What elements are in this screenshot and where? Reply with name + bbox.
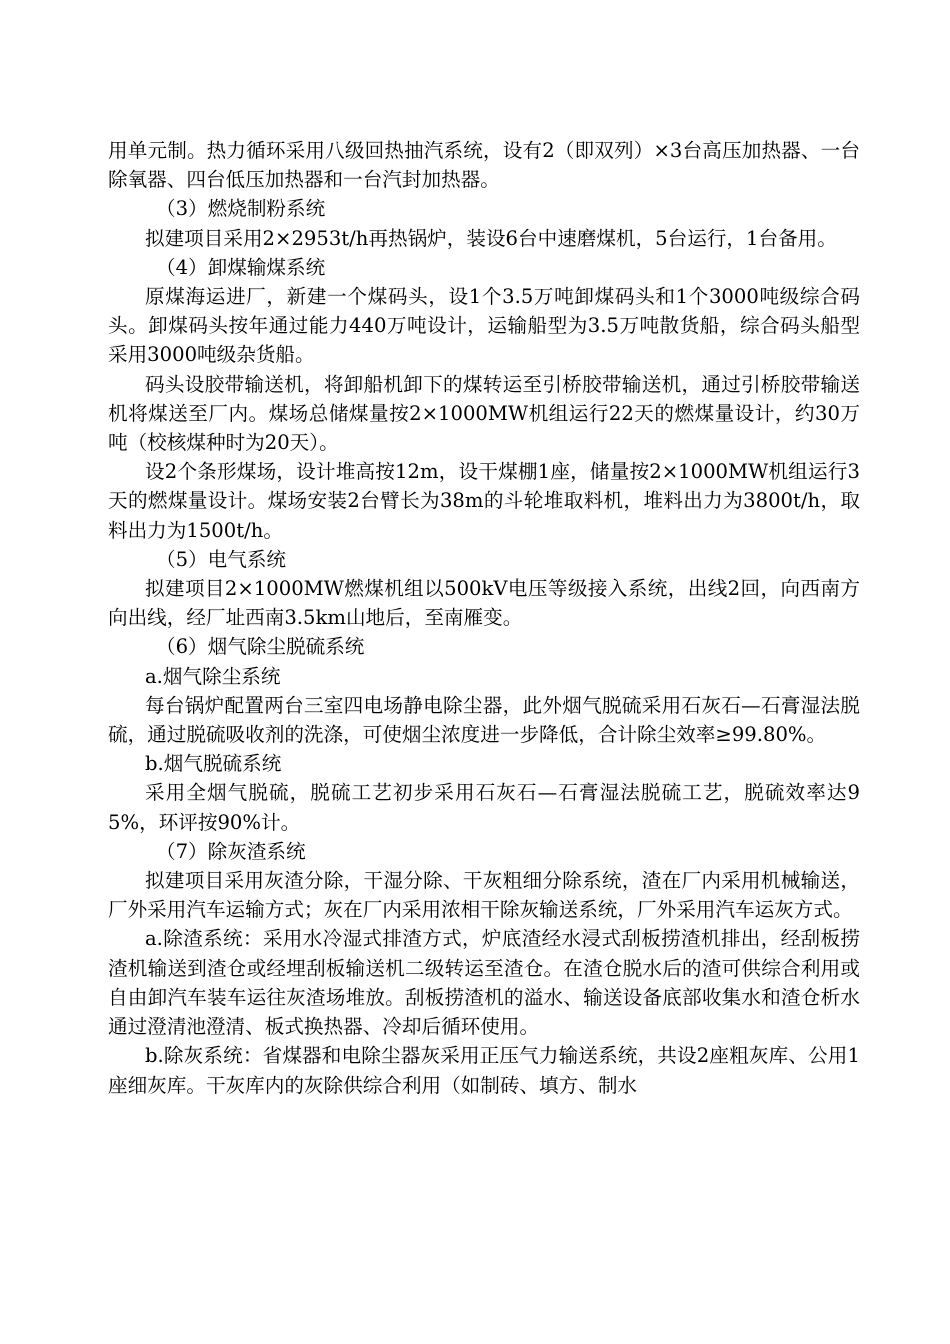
paragraph-coal-wharf: 原煤海运进厂，新建一个煤码头，设1个3.5万吨卸煤码头和1个3000吨级综合码头。卸煤码头按年通过能力440万吨设计，运输船型为3.5万吨散货船，综合码头船型采用3000吨级杂货船。 (108, 285, 860, 367)
subheading-dust-removal: a.烟气除尘系统 (145, 664, 281, 688)
paragraph-desulfurization: 采用全烟气脱硫，脱硫工艺初步采用石灰石—石膏湿法脱硫工艺，脱硫效率达95%，环评按90%计。 (108, 781, 860, 834)
paragraph-coal-yard: 设2个条形煤场，设计堆高按12m，设干煤棚1座，储量按2×1000MW机组运行3天的燃煤量设计。煤场安装2台臂长为38m的斗轮堆取料机，堆料出力为3800t/h，取料出力为1500t/h。 (108, 460, 860, 542)
heading-ash-slag: （7）除灰渣系统 (156, 839, 306, 863)
heading-combustion-pulverizing: （3）燃烧制粉系统 (156, 197, 326, 221)
paragraph-dust-removal: 每台锅炉配置两台三室四电场静电除尘器，此外烟气脱硫采用石灰石—石膏湿法脱硫，通过脱硫吸收剂的洗涤，可使烟尘浓度进一步降低，合计除尘效率≥99.80%。 (108, 693, 860, 747)
heading-electrical: （5）电气系统 (156, 547, 287, 571)
paragraph-thermal-cycle: 用单元制。热力循环采用八级回热抽汽系统，设有2（即双列）×3台高压加热器、一台除氧器、四台低压加热器和一台汽封加热器。 (108, 139, 860, 192)
paragraph-boiler: 拟建项目采用2×2953t/h再热锅炉，装设6台中速磨煤机，5台运行，1台备用。 (145, 226, 837, 250)
document-page (108, 136, 860, 1100)
heading-coal-unloading: （4）卸煤输煤系统 (156, 255, 326, 279)
subheading-desulfurization: b.烟气脱硫系统 (145, 752, 282, 776)
paragraph-belt-conveyor: 码头设胶带输送机，将卸船机卸下的煤转运至引桥胶带输送机，通过引桥胶带输送机将煤送至厂内。煤场总储煤量按2×1000MW机组运行22天的燃煤量设计，约30万吨（校核煤种时为20天）。 (108, 372, 860, 455)
heading-flue-gas: （6）烟气除尘脱硫系统 (156, 635, 365, 659)
paragraph-slag-removal: a.除渣系统：采用水冷湿式排渣方式，炉底渣经水浸式刮板捞渣机排出，经刮板捞渣机输送到渣仓或经埋刮板输送机二级转运至渣仓。在渣仓脱水后的渣可供综合利用或自由卸汽车装车运往灰渣场堆放。刮板捞渣机的溢水、输送设备底部收集水和渣仓析水通过澄清池澄清、板式换热器、冷却后循环使用。 (108, 927, 860, 1039)
paragraph-ash-removal: b.除灰系统：省煤器和电除尘器灰采用正压气力输送系统，共设2座粗灰库、公用1座细灰库。干灰库内的灰除供综合利用（如制砖、填方、制水 (108, 1044, 860, 1097)
paragraph-electrical: 拟建项目2×1000MW燃煤机组以500kV电压等级接入系统，出线2回，向西南方向出线，经厂址西南3.5km山地后，至南雁变。 (108, 577, 860, 630)
paragraph-ash-slag: 拟建项目采用灰渣分除，干湿分除、干灰粗细分除系统，渣在厂内采用机械输送，厂外采用汽车运输方式；灰在厂内采用浓相干除灰输送系统，厂外采用汽车运灰方式。 (108, 869, 860, 922)
